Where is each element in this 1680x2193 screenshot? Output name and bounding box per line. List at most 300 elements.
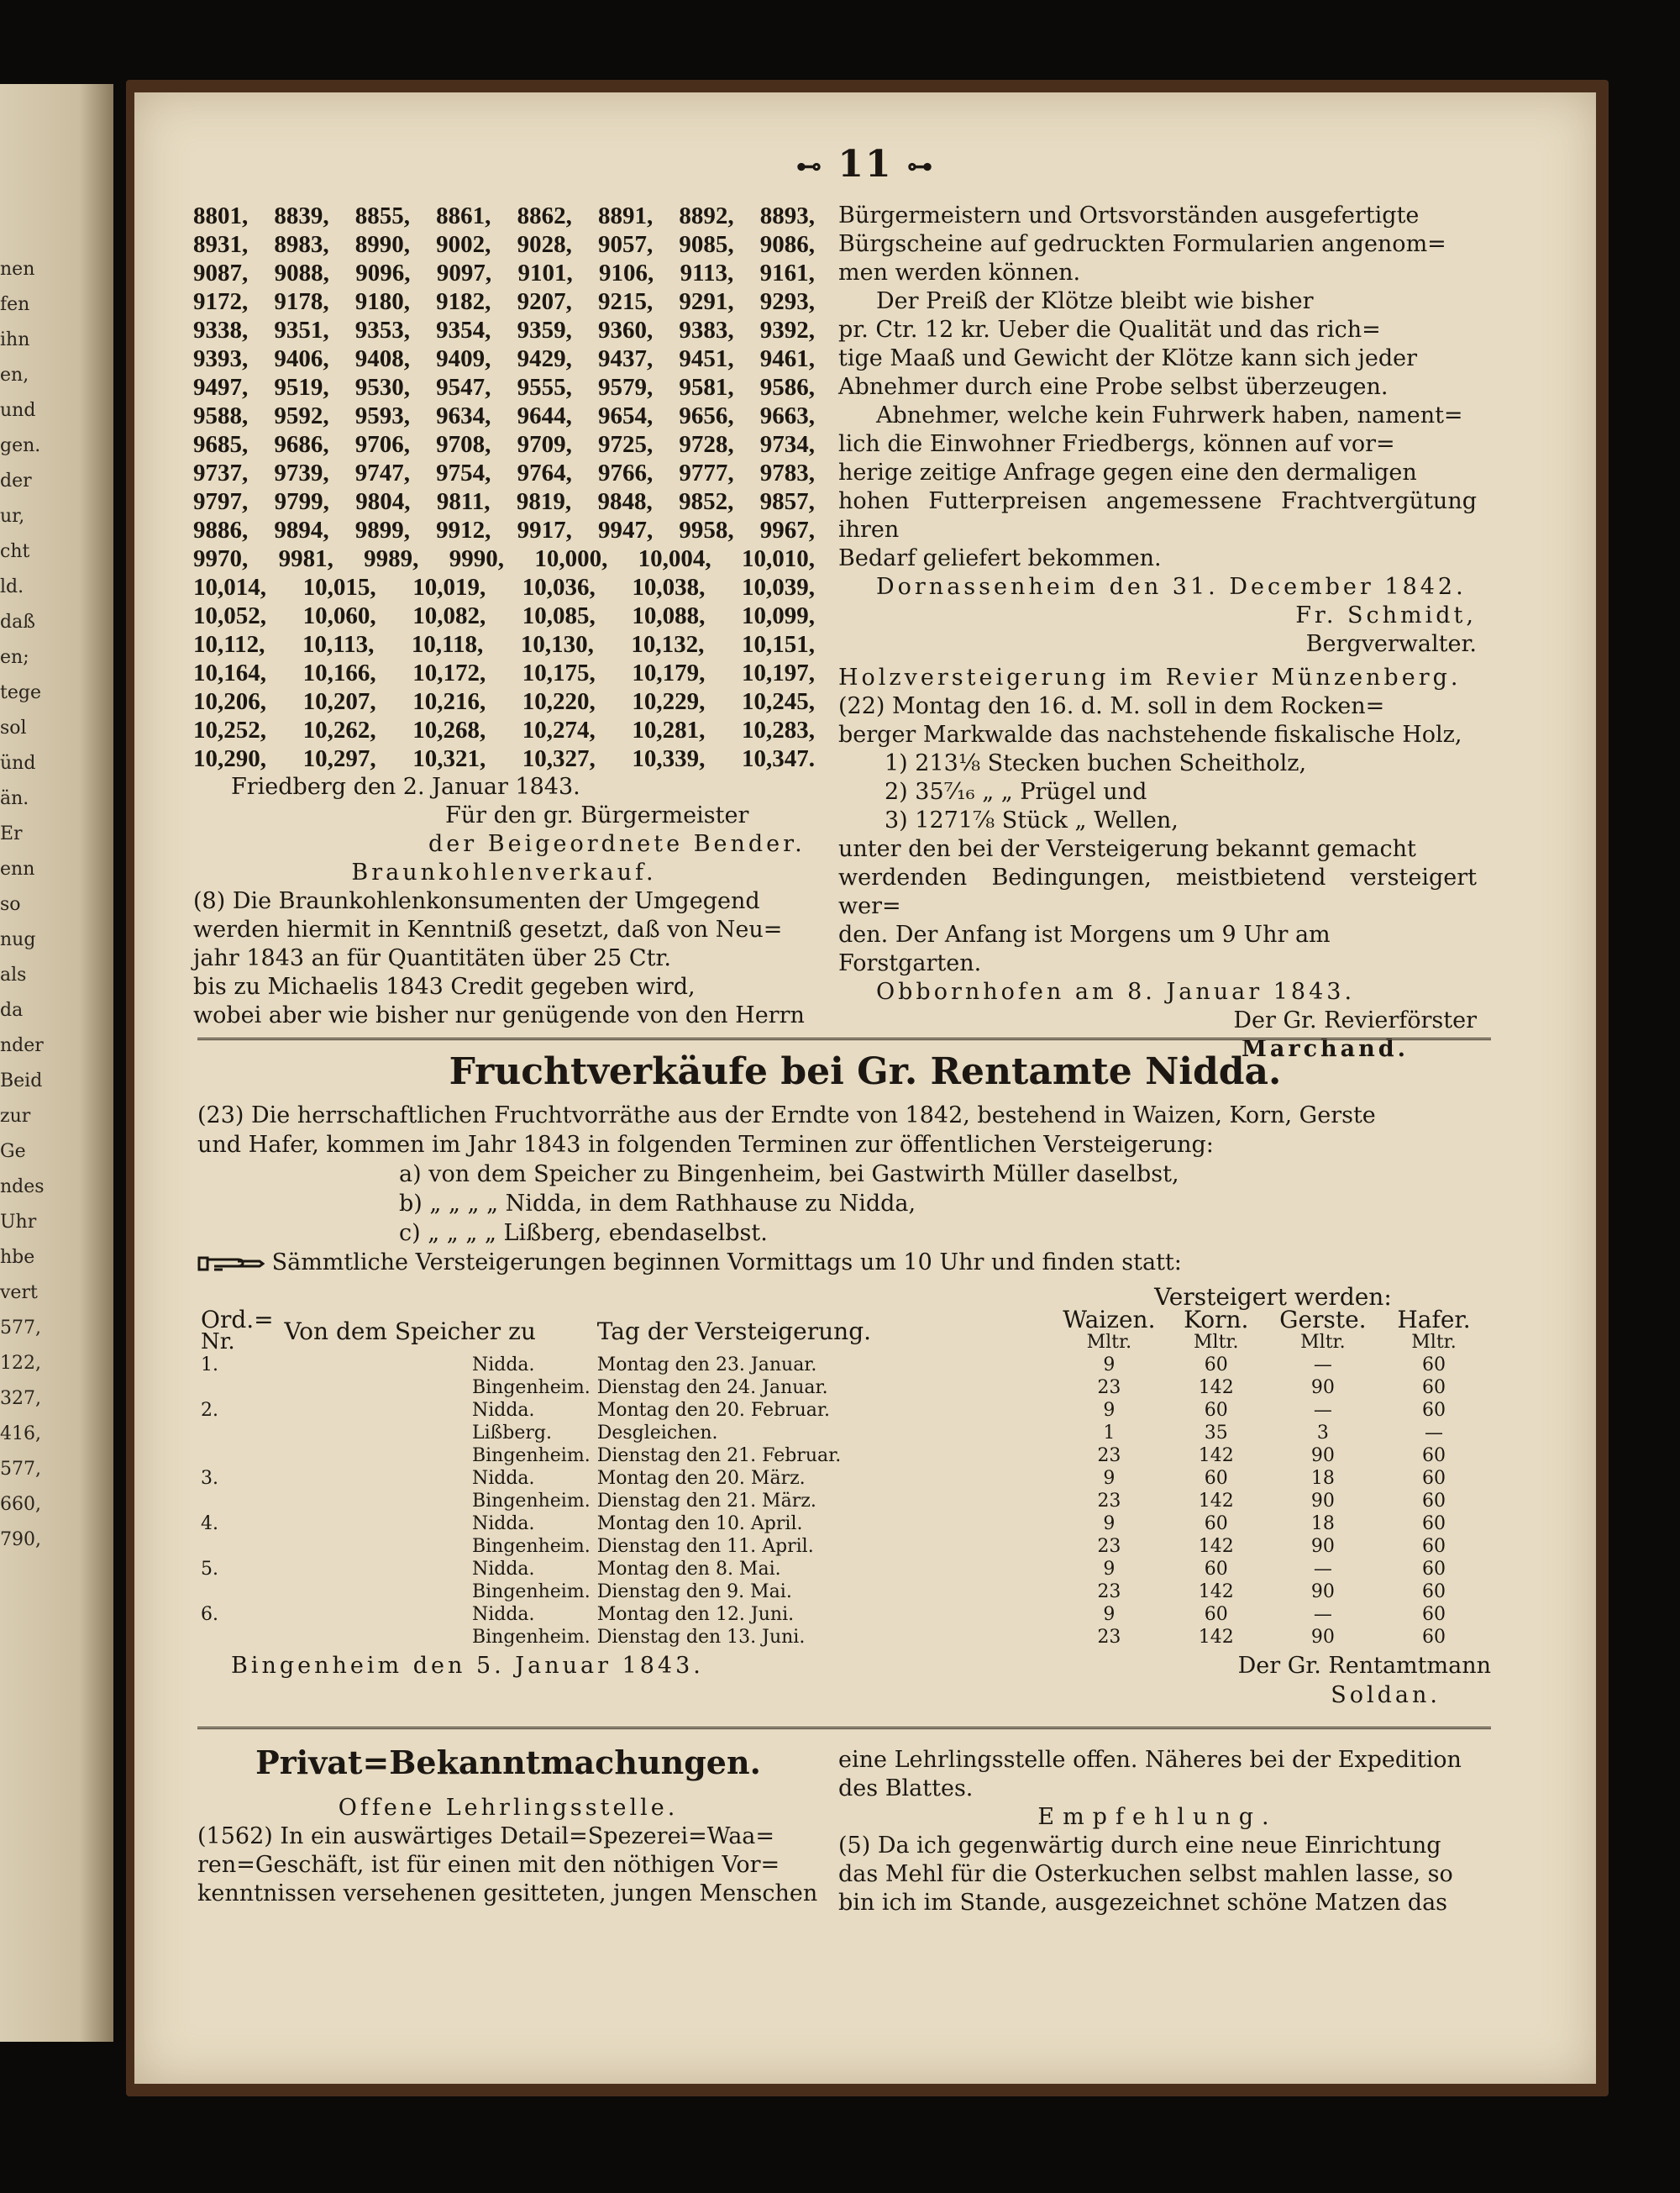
margin-fragment: sol [0,718,27,739]
lottery-number: 8893, [759,202,815,229]
lottery-number: 10,052, [193,602,266,629]
newspaper-page [134,92,1596,2084]
cell-speicher: Nidda. [471,1468,535,1489]
schedule-row [197,1535,1491,1558]
cell-waizen: 23 [1097,1445,1121,1466]
cell-gerste: 90 [1310,1536,1335,1557]
lottery-number: 8855, [354,202,411,229]
number-line [193,259,815,287]
lottery-number: 9958, [679,517,734,544]
lottery-number: 9161, [759,260,815,287]
cell-tag: Dienstag den 21. März. [596,1491,816,1512]
margin-fragment: en; [0,647,29,668]
lottery-number: 8801, [193,202,249,229]
cell-nr [197,1626,281,1649]
left-column [193,202,815,1030]
lottery-number: 9555, [517,374,572,401]
wood-item: 3) 1271⅞ Stück „ Wellen, [885,807,1179,834]
cell-tag: Dienstag den 24. Januar. [596,1377,828,1398]
number-line [193,573,815,602]
lottery-number: 8839, [274,202,329,229]
private-left-column [197,1794,819,1908]
lottery-number: 10,038, [632,574,706,601]
lottery-number: 9180, [354,288,411,315]
delivery-line: Abnehmer, welche kein Fuhrwerk haben, nament= [876,402,1463,429]
lottery-number: 9886, [193,517,249,544]
number-line [193,316,815,344]
cell-nr [197,1422,281,1444]
header-korn: Korn. [1184,1306,1249,1333]
margin-fragment: fen [0,294,30,315]
lottery-number: 10,252, [193,717,266,744]
cell-korn: 60 [1204,1354,1228,1375]
lottery-number: 9451, [679,345,734,372]
schmidt-signature: Fr. Schmidt, [1295,602,1477,628]
lottery-number: 9685, [193,431,249,458]
margin-fragment: vert [0,1282,38,1303]
margin-fragment: Ge [0,1141,26,1162]
lottery-number: 8892, [679,202,734,229]
number-line [193,716,815,744]
lottery-number: 10,206, [193,688,266,715]
bingenheim-date: Bingenheim den 5. Januar 1843. [231,1653,704,1679]
lottery-number: 10,339, [632,745,706,772]
cell-waizen: 23 [1097,1377,1121,1398]
fruit-sales-intro [197,1101,1491,1277]
cell-hafer: — [1425,1423,1444,1444]
lottery-number: 10,179, [632,660,706,686]
lottery-number: 9797, [193,488,249,515]
lottery-number: 9734, [759,431,815,458]
cell-hafer: 60 [1422,1604,1446,1625]
lottery-number: 9291, [679,288,734,315]
cell-tag: Dienstag den 11. April. [596,1536,814,1557]
header-versteigert: Versteigert werden: [1154,1283,1392,1311]
cell-korn: 60 [1204,1468,1228,1489]
page-header [134,143,1596,186]
notice-line: wobei aber wie bisher nur genügende von den Herrn [193,1002,805,1028]
header-tag: Tag der Versteigerung. [596,1317,872,1345]
lottery-number: 10,290, [193,745,266,772]
friedberg-date: Friedberg den 2. Januar 1843. [231,774,580,800]
lottery-number: 9409, [436,345,491,372]
cell-nr [197,1580,281,1603]
lottery-number: 10,197, [741,660,815,686]
cell-speicher: Nidda. [471,1513,535,1534]
lehrling-cont-line: des Blattes. [838,1775,974,1801]
schedule-row [197,1490,1491,1512]
lottery-number: 9754, [436,460,491,486]
margin-fragment: 122, [0,1353,41,1374]
lottery-number: 9519, [274,374,329,401]
lottery-number: 9354, [436,317,491,344]
margin-fragment: nen [0,259,35,280]
cell-tag: Desgleichen. [596,1423,718,1444]
cell-speicher: Bingenheim. [471,1581,591,1602]
cell-speicher: Nidda. [471,1354,535,1375]
margin-fragment: tege [0,682,41,703]
braunkohlen-title: Braunkohlenverkauf. [351,860,657,886]
margin-fragment: da [0,1000,24,1021]
lottery-number: 10,036, [522,574,596,601]
wood-terms-line: unter den bei der Versteigerung bekannt gemacht [838,836,1416,862]
lottery-number: 9437, [597,345,654,372]
number-line [193,459,815,487]
fruit-intro-line: (23) Die herrschaftlichen Fruchtvorräthe aus der Erndte von 1842, bestehend in Waizen, Korn, Gerste [197,1102,1376,1128]
margin-fragment: 416, [0,1423,41,1444]
margin-fragment: en, [0,365,29,386]
cell-tag: Dienstag den 13. Juni. [596,1627,806,1648]
obbornhofen-date: Obbornhofen am 8. Januar 1843. [876,979,1356,1005]
cell-tag: Montag den 23. Januar. [596,1354,817,1375]
schedule-row [197,1558,1491,1580]
header-hafer: Hafer. [1397,1306,1471,1333]
lottery-number: 9406, [274,345,329,372]
lottery-number: 9981, [278,545,333,572]
right-ornament-icon: ⊶ [906,152,934,181]
cell-tag: Montag den 20. März. [596,1468,806,1489]
lottery-number: 9215, [597,288,654,315]
lottery-number: 10,262, [302,717,376,744]
section-divider [197,1038,1491,1040]
cell-hafer: 60 [1422,1513,1446,1534]
cell-speicher: Nidda. [471,1559,535,1580]
rentamtmann-title: Der Gr. Rentamtmann [1237,1653,1491,1679]
lottery-number: 9799, [274,488,329,515]
lottery-number: 8983, [274,231,329,258]
cell-tag: Montag den 8. Mai. [596,1559,781,1580]
lottery-number: 10,085, [522,602,596,629]
number-line [193,544,815,573]
cell-hafer: 60 [1422,1445,1446,1466]
margin-fragment: Beid [0,1070,43,1091]
cell-korn: 142 [1198,1536,1234,1557]
place-a: a) von dem Speicher zu Bingenheim, bei Gastwirth Müller daselbst, [399,1161,1179,1187]
cell-speicher: Lißberg. [471,1423,553,1444]
cell-korn: 142 [1198,1491,1234,1512]
lottery-number: 9967, [759,517,815,544]
margin-fragment: ur, [0,506,25,527]
signature-line-1: Für den gr. Bürgermeister [445,802,749,828]
lottery-number: 9338, [193,317,249,344]
number-line [193,602,815,630]
cell-gerste: 90 [1310,1445,1335,1466]
margin-fragment: ld. [0,576,24,597]
lottery-number: 10,347. [741,745,815,772]
lottery-number: 9408, [354,345,411,372]
price-line: pr. Ctr. 12 kr. Ueber die Qualität und das rich= [838,317,1381,343]
right-column [838,202,1477,1064]
schedule-row [197,1444,1491,1467]
cell-speicher: Bingenheim. [471,1491,591,1512]
lottery-number: 9207, [517,288,572,315]
lottery-number: 10,283, [741,717,815,744]
margin-fragment: 660, [0,1494,41,1515]
header-nr-2: Nr. [201,1329,235,1354]
cell-korn: 142 [1198,1445,1234,1466]
cell-tag: Montag den 20. Februar. [596,1400,830,1421]
price-line: Abnehmer durch eine Probe selbst überzeugen. [838,374,1389,400]
lehrling-line: kenntnissen versehenen gesitteten, jungen Menschen [197,1880,818,1906]
cell-tag: Dienstag den 9. Mai. [596,1581,792,1602]
cell-hafer: 60 [1422,1627,1446,1648]
margin-fragment: ihn [0,329,30,350]
cell-nr: 5. [201,1559,218,1580]
lottery-number: 9586, [759,374,815,401]
fruit-closing [197,1651,1491,1710]
number-line [193,373,815,402]
cell-nr [197,1376,281,1399]
schedule-row [197,1467,1491,1490]
lottery-number: 9783, [759,460,815,486]
unit-korn: Mltr. [1194,1332,1239,1353]
cell-waizen: 9 [1103,1354,1116,1375]
previous-page-margin-text [0,252,45,1558]
lottery-number: 9592, [274,402,329,429]
lottery-number: 10,216, [412,688,486,715]
cell-hafer: 60 [1422,1400,1446,1421]
schedule-row [197,1376,1491,1399]
lottery-number: 10,327, [522,745,596,772]
cell-hafer: 60 [1422,1559,1446,1580]
cell-korn: 142 [1198,1377,1234,1398]
lottery-number: 9747, [354,460,411,486]
lottery-number: 10,118, [411,631,484,658]
empfehlung-line: bin ich im Stande, ausgezeichnet schöne Matzen das [838,1890,1448,1916]
lottery-number: 9087, [193,260,249,287]
signature-line-2: der Beigeordnete Bender. [428,831,806,857]
lottery-number: 8862, [517,202,572,229]
header-waizen: Waizen. [1063,1306,1156,1333]
number-line [193,402,815,430]
lottery-number: 9392, [759,317,815,344]
margin-fragment: Er [0,823,23,844]
cell-gerste: 90 [1310,1377,1335,1398]
cell-waizen: 9 [1103,1604,1116,1625]
fruit-sales-title: Fruchtverkäufe bei Gr. Rentamte Nidda. [449,1050,1282,1093]
lottery-number: 9393, [193,345,249,372]
lehrling-line: ren=Geschäft, ist für einen mit den nöthigen Vor= [197,1852,780,1878]
lottery-number: 8891, [597,202,654,229]
lottery-number: 10,039, [741,574,815,601]
margin-fragment: gen. [0,435,41,456]
lottery-number: 9686, [274,431,329,458]
lottery-number: 9766, [597,460,654,486]
lottery-number: 9353, [354,317,411,344]
cell-gerste: — [1313,1354,1332,1375]
cell-korn: 35 [1204,1423,1228,1444]
lottery-number: 9085, [679,231,734,258]
cell-nr [197,1535,281,1558]
private-notices-title: Privat=Bekanntmachungen. [255,1743,761,1781]
lottery-number: 10,014, [193,574,266,601]
lottery-number: 9351, [274,317,329,344]
cell-hafer: 60 [1422,1536,1446,1557]
lottery-number: 10,113, [302,631,375,658]
empfehlung-line: das Mehl für die Osterkuchen selbst mahlen lasse, so [838,1861,1453,1887]
cell-waizen: 23 [1097,1536,1121,1557]
cell-korn: 60 [1204,1604,1228,1625]
margin-fragment: än. [0,788,29,809]
number-line [193,516,815,544]
lottery-number: 9547, [436,374,491,401]
schedule-row [197,1580,1491,1603]
cell-korn: 142 [1198,1581,1234,1602]
lottery-number: 9654, [597,402,654,429]
lottery-number: 9811, [436,488,491,515]
lottery-number: 9178, [274,288,329,315]
marchand-signature: Marchand. [1242,1036,1410,1062]
lottery-number: 9172, [193,288,249,315]
lottery-number: 10,060, [302,602,376,629]
lottery-number: 9002, [436,231,491,258]
lottery-number: 9429, [517,345,572,372]
cell-gerste: 18 [1310,1513,1335,1534]
cell-gerste: 3 [1316,1423,1329,1444]
wood-terms-line: den. Der Anfang ist Morgens um 9 Uhr am [838,922,1331,948]
lottery-number: 9848, [597,488,653,515]
cell-hafer: 60 [1422,1491,1446,1512]
margin-fragment: cht [0,541,30,562]
lottery-number: 9088, [274,260,329,287]
notice-line: (8) Die Braunkohlenkonsumenten der Umgegend [193,888,760,914]
schedule-row [197,1626,1491,1649]
lottery-number: 9028, [517,231,572,258]
cell-tag: Montag den 12. Juni. [596,1604,795,1625]
cell-waizen: 23 [1097,1581,1121,1602]
lottery-number: 10,112, [193,631,265,658]
revierfoerster-title: Der Gr. Revierförster [1233,1007,1477,1033]
margin-fragment: ndes [0,1176,45,1197]
unit-waizen: Mltr. [1086,1332,1132,1353]
lehrling-title: Offene Lehrlingsstelle. [338,1795,679,1821]
empfehlung-title: Empfehlung. [1037,1804,1278,1830]
lottery-number: 9634, [436,402,491,429]
notice-line: bis zu Michaelis 1843 Credit gegeben wird, [193,974,696,1000]
lottery-number: 9530, [354,374,411,401]
lottery-number: 8931, [193,231,249,258]
cell-speicher: Bingenheim. [471,1627,591,1648]
margin-fragment: 577, [0,1317,41,1338]
lottery-number: 10,245, [741,688,815,715]
lottery-number: 9096, [355,260,411,287]
header-nr-1: Ord.= [201,1306,274,1333]
lottery-number: 9706, [354,431,411,458]
wood-item: 1) 213⅛ Stecken buchen Scheitholz, [885,750,1307,776]
lottery-number: 9709, [517,431,572,458]
cell-speicher: Nidda. [471,1604,535,1625]
unit-gerste: Mltr. [1300,1332,1346,1353]
cell-waizen: 9 [1103,1559,1116,1580]
continued-line: men werden können. [838,260,1081,286]
schedule-row [197,1512,1491,1535]
number-line [193,430,815,459]
lottery-number: 10,229, [632,688,706,715]
margin-fragment: nug [0,929,36,950]
lottery-number: 10,019, [412,574,486,601]
lottery-number: 9728, [679,431,734,458]
dornassenheim-date: Dornassenheim den 31. December 1842. [876,574,1467,600]
margin-fragment: 577, [0,1459,41,1480]
fruit-intro-line: und Hafer, kommen im Jahr 1843 in folgenden Terminen zur öffentlichen Versteigerung: [197,1132,1214,1158]
cell-waizen: 23 [1097,1627,1121,1648]
number-line [193,202,815,230]
cell-waizen: 9 [1103,1400,1116,1421]
cell-nr: 1. [201,1354,218,1375]
price-line: tige Maaß und Gewicht der Klötze kann sich jeder [838,345,1418,371]
lottery-number: 9593, [354,402,411,429]
lottery-number: 9894, [274,517,329,544]
cell-nr [197,1490,281,1512]
wood-intro-line: berger Markwalde das nachstehende fiskalische Holz, [838,722,1462,748]
margin-fragment: enn [0,859,35,880]
unit-hafer: Mltr. [1411,1332,1457,1353]
schedule-row [197,1422,1491,1444]
lottery-number: 9819, [516,488,572,515]
lottery-number: 9917, [517,517,572,544]
lottery-number: 10,164, [193,660,266,686]
lottery-number: 10,010, [741,545,815,572]
lottery-number: 9725, [597,431,654,458]
lottery-number: 10,132, [631,631,705,658]
page-number: 11 [837,143,893,186]
cell-tag: Montag den 10. April. [596,1513,803,1534]
number-line [193,687,815,716]
lehrling-cont-line: eine Lehrlingsstelle offen. Näheres bei der Expedition [838,1747,1462,1773]
lottery-number: 10,082, [412,602,486,629]
schedule-row [197,1603,1491,1626]
lottery-number: 9106, [599,260,654,287]
lottery-number: 9656, [679,402,734,429]
lottery-number: 10,004, [638,545,711,572]
lottery-number: 9857, [759,488,815,515]
lehrling-line: (1562) In ein auswärtiges Detail=Spezerei=Waa= [197,1823,775,1849]
continued-line: Bürgermeistern und Ortsvorständen ausgefertigte [838,202,1420,229]
schedule-row [197,1354,1491,1376]
wood-terms-line: werdenden Bedingungen, meistbietend versteigert wer= [838,865,1477,919]
cell-speicher: Bingenheim. [471,1536,591,1557]
cell-nr: 4. [201,1513,218,1534]
cell-waizen: 9 [1103,1468,1116,1489]
cell-gerste: 90 [1310,1627,1335,1648]
cell-gerste: — [1313,1400,1332,1421]
cell-nr: 3. [201,1468,218,1489]
notice-line: jahr 1843 an für Quantitäten über 25 Ctr. [193,945,671,971]
lottery-number: 9947, [597,517,654,544]
cell-waizen: 9 [1103,1513,1116,1534]
cell-hafer: 60 [1422,1581,1446,1602]
private-right-column [838,1746,1477,1917]
lottery-number: 10,281, [632,717,706,744]
lottery-number: 9588, [193,402,249,429]
lottery-number: 10,175, [522,660,596,686]
wood-item: 2) 35⁷⁄₁₆ „ „ Prügel und [885,779,1147,805]
lottery-numbers [193,202,815,773]
fruit-note: Sämmtliche Versteigerungen beginnen Vormittags um 10 Uhr und finden statt: [271,1249,1182,1275]
lottery-number: 9086, [759,231,815,258]
lottery-number: 9852, [679,488,734,515]
lottery-number: 9359, [517,317,572,344]
number-line [193,344,815,373]
lottery-number: 10,220, [522,688,596,715]
cell-hafer: 60 [1422,1377,1446,1398]
lottery-number: 9497, [193,374,249,401]
empfehlung-line: (5) Da ich gegenwärtig durch eine neue Einrichtung [838,1833,1441,1859]
margin-fragment: so [0,894,21,915]
lottery-number: 9383, [679,317,734,344]
margin-fragment: hbe [0,1247,35,1268]
lottery-number: 10,166, [302,660,376,686]
